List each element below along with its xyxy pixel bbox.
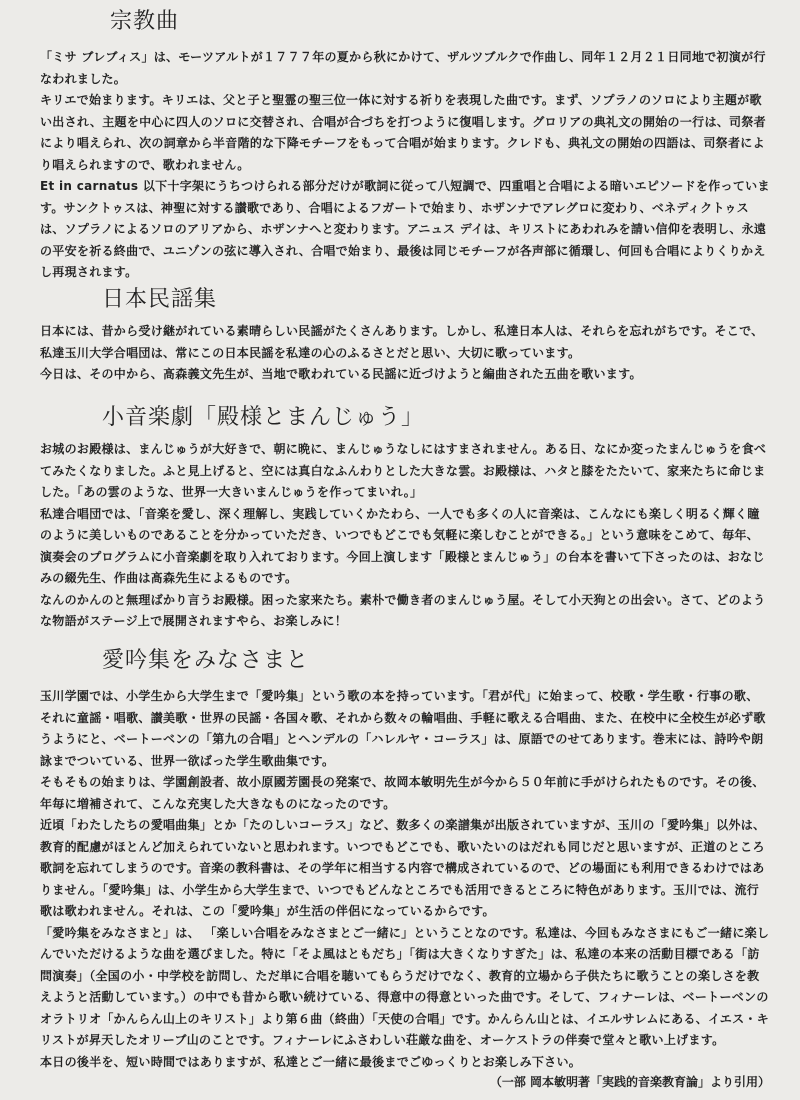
section-heading: 小音楽劇「殿様とまんじゅう」: [102, 405, 425, 430]
paragraph: なんのかんのと無理ばかり言うお殿様。困った家来たち。素朴で働き者のまんじゅう屋。そして小天狗との出会い。さて、どのような物語がステージ上で展開されますやら、お楽しみに！: [40, 592, 766, 628]
paragraph: 「愛吟集をみなさまと」は、 「楽しい合唱をみなさまとご一緒に」ということなのです。私達は、今回もみなさまにもご一緒に楽しんでいただけるような曲を選びました。特に「そよ風はともだち」「街は大きくなりすぎた」は、私達の本来の活動目標である「訪問演奏」（全国の小・中学校を訪問し、ただ単に合唱を聴いてもらうだけでなく、教育的立場から子供たちに歌うことの楽しさを教えようと活動しています。）の中でも昔から歌い続けている、得意中の得意といった曲です。そして、フィナーレは、ベートーベンのオラトリオ「かんらん山上のキリスト」より第６曲（終曲）「天使の合唱」です。かんらん山とは、イエルサレムにある、イエス・キリストが昇天したオリーブ山のことです。フィナーレにふさわしい荘厳な曲を、オーケストラの伴奏で堂々と歌い上げます。: [40, 925, 770, 1047]
paragraph: キリエで始まります。キリエは、父と子と聖霊の聖三位一体に対する祈りを表現した曲です。まず、ソプラノのソロにより主題が歌い出され、主題を中心に四人のソロに交替され、合唱が合づちを打つように復唱します。グロリアの典礼文の開始の一行は、司祭者により唱えられ、次の詞章から半音階的な下降モチーフをもって合唱が始まります。クレドも、典礼文の開始の四語は、司祭者により唱えられますので、歌われません。: [40, 93, 766, 172]
paragraph: 玉川学園では、小学生から大学生まで「愛吟集」という歌の本を持っています。「君が代」に始まって、校歌・学生歌・行事の歌、それに童謡・唱歌、讃美歌・世界の民謡・各国々歌、それから数々の輪唱曲、手軽に歌える合唱曲、また、在校中に全校生が必ず歌うようにと、ベートーベンの「第九の合唱」とヘンデルの「ハレルヤ・コーラス」は、原語でのせてあります。巻末には、詩吟や朗詠までついている、世界一欲ばった学生歌曲集です。: [40, 689, 766, 768]
source-citation: （一部 岡本敏明著「実践的音楽教育論」より引用）: [489, 1075, 770, 1089]
section-heading: 宗教曲: [110, 9, 180, 34]
section-heading: 愛吟集をみなさまと: [102, 648, 310, 673]
paragraph: そもそもの始まりは、学園創設者、故小原國芳園長の発案で、故岡本敏明先生が今から５０年前に手がけられたものです。その後、年毎に増補されて、こんな充実した大きなものになったのです。: [40, 775, 765, 811]
paragraph: お城のお殿様は、まんじゅうが大好きで、朝に晩に、まんじゅうなしにはすまされません。ある日、なにか変ったまんじゅうを食べてみたくなりました。ふと見上げると、空には真白なふんわりとした大きな雲。お殿様は、ハタと膝をたたいて、家来たちに命じました。「あの雲のような、世界一大きいまんじゅうを作ってまいれ。」: [40, 442, 767, 499]
paragraph: 近頃「わたしたちの愛唱曲集」とか「たのしいコーラス」など、数多くの楽譜集が出版されていますが、玉川の「愛吟集」以外は、教育的配慮がほとんど加えられていないと思われます。いつでもどこでも、歌いたいのはだれも同じだと思いますが、正道のところ歌詞を忘れてしまうのです。音楽の教科書は、その学年に相当する内容で構成されているので、どの場面にも利用できるわけではありません。「愛吟集」は、小学生から大学生まで、いつでもどんなところでも活用できるところに特色があります。玉川では、流行歌は歌われません。それは、この「愛吟集」が生活の伴侶になっているからです。: [40, 818, 766, 918]
section-japanese-folk-songs: [40, 282, 770, 386]
section-heading: 日本民謡集: [102, 287, 218, 312]
paragraph: 本日の後半を、短い時間ではありますが、私達とご一緒に最後までごゆっくりとお楽しみ下さい。: [40, 1054, 582, 1069]
paragraph: 「ミサ ブレブィス」は、モーツアルトが１７７７年の夏から秋にかけて、ザルツブルクで作曲し、同年１２月２１日同地で初演が行なわれました。: [40, 50, 766, 86]
section-aiginshu: [40, 643, 770, 1073]
paragraph: Et in carnatus 以下十字架にうちつけられる部分だけが歌詞に従って八短調で、四重唱と合唱による暗いエピソードを作っています。サンクトゥスは、神聖に対する讃歌であり、合唱によるフガートで始まり、ホザンナでアレグロに変わり、ベネディクトゥスは、ソプラノによるソロのアリアから、ホザンナへと変わります。アニュス デイは、キリストにあわれみを請い信仰を表明し、永遠の平安を祈る終曲で、ユニゾンの弦に導入され、合唱で始まり、最後は同じモチーフが各声部に循環し、何回も合唱によりくりかえし再現されます。: [40, 179, 770, 279]
section-small-music-drama: [40, 400, 770, 633]
section-sacred-music: [40, 4, 770, 284]
paragraph: 今日は、その中から、髙森義文先生が、当地で歌われている民謡に近づけようと編曲された五曲を歌います。: [40, 367, 642, 381]
paragraph: 日本には、昔から受け継がれている素晴らしい民謡がたくさんあります。しかし、私達日本人は、それらを忘れがちです。そこで、私達玉川大学合唱団は、常にこの日本民謡を私達の心のふるさとだと思い、大切に歌っています。: [40, 324, 764, 360]
paragraph: 私達合唱団では、「音楽を愛し、深く理解し、実践していくかたわら、一人でも多くの人に音楽は、こんなにも楽しく明るく輝く瞳のように美しいものであることを分かっていただき、いつでもどこでも気軽に楽しむことができる。」という意味をこめて、毎年、演奏会のプログラムに小音楽劇を取り入れております。今回上演します「殿様とまんじゅう」の台本を書いて下さったのは、おなじみの綴先生、作曲は髙森先生によるものです。: [40, 506, 765, 585]
